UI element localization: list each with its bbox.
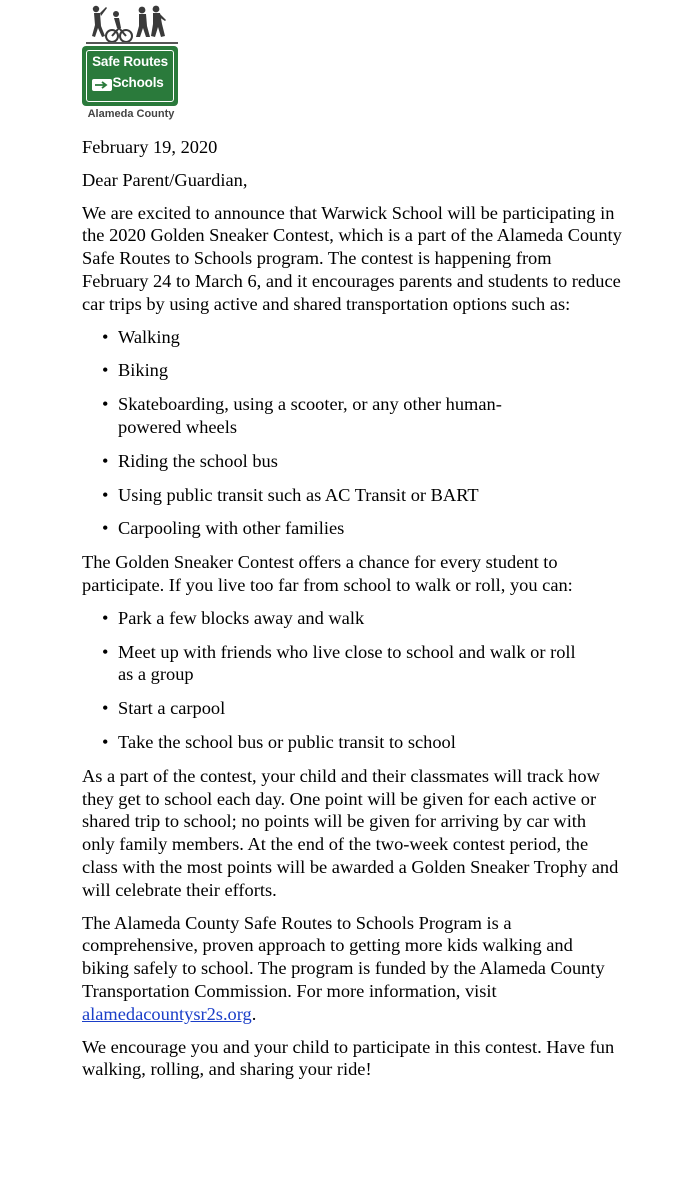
- intro-paragraph: We are excited to announce that Warwick School will be participating in the 2020 Golden Sneaker Contest, which is a part of the Alameda County Safe Routes to Schools program. The contest is happening from February 24 to March 6, and it encourages parents and students to reduce car trips by using active and shared transportation options such as:: [82, 202, 622, 314]
- letter-date: February 19, 2020: [82, 137, 218, 157]
- program-paragraph: The Alameda County Safe Routes to Schools Program is a comprehensive, proven approach to getting more kids walking and biking safely to school. The program is funded by the Alameda County Transportation Commission. For more information, visit alamedacountysr2s.org.: [82, 912, 605, 1024]
- list-item: • Skateboarding, using a scooter, or any other human-powered wheels: [102, 394, 502, 437]
- program-website-link[interactable]: alamedacountysr2s.org: [82, 1003, 252, 1024]
- sr2s-logo: [80, 4, 190, 120]
- logo-line-1: Safe Routes: [92, 54, 168, 69]
- logo-line-2: Schools: [112, 75, 164, 90]
- letter-greeting: Dear Parent/Guardian,: [82, 169, 248, 190]
- far-options-list: [82, 607, 622, 754]
- list-item: • Biking: [102, 360, 169, 381]
- list-item: • Walking: [102, 326, 180, 347]
- far-intro-paragraph: The Golden Sneaker Contest offers a chance for every student to participate. If you live too far from school to walk or roll, you can:: [82, 552, 573, 595]
- list-item: • Riding the school bus: [102, 450, 278, 471]
- list-item: • Take the school bus or public transit to school: [102, 731, 456, 752]
- list-item: • Park a few blocks away and walk: [102, 607, 365, 628]
- list-item: • Meet up with friends who live close to school and walk or roll as a group: [102, 641, 576, 685]
- closing-paragraph: We encourage you and your child to participate in this contest. Have fun walking, rolling, and sharing your ride!: [82, 1036, 615, 1080]
- list-item: • Using public transit such as AC Transit or BART: [102, 484, 479, 505]
- list-item: • Carpooling with other families: [102, 518, 345, 539]
- contest-paragraph: As a part of the contest, your child and their classmates will track how they get to school each day. One point will be given for each active or shared trip to school; no points will be given for arriving by car with only family members. At the end of the two-week contest period, the class with the most points will be awarded a Golden Sneaker Trophy and will celebrate their efforts.: [82, 765, 619, 900]
- walking-biking-family-icon: [86, 4, 178, 46]
- list-item: • Start a carpool: [102, 698, 226, 719]
- logo-sign: [82, 46, 178, 106]
- logo-county: Alameda County: [87, 108, 175, 120]
- transport-options-list: [82, 326, 622, 541]
- letter-body: [82, 136, 622, 1091]
